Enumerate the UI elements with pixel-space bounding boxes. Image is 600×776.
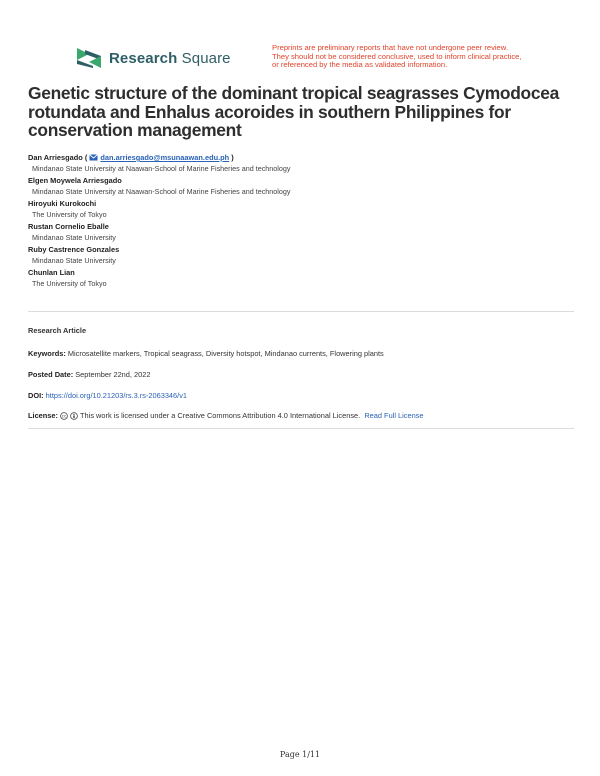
preprint-disclaimer: [272, 44, 552, 70]
by-icon: [70, 412, 78, 420]
author-affiliation: The University of Tokyo: [32, 210, 107, 219]
article-type: Research Article: [28, 326, 87, 335]
license-text: This work is licensed under a Creative Commons Attribution 4.0 International License.: [80, 411, 361, 420]
keywords-value: Microsatellite markers, Tropical seagrass, Diversity hotspot, Mindanao currents, Flowering plants: [67, 349, 384, 358]
doi-line: [28, 391, 578, 400]
author-affiliation: Mindanao State University at Naawan-School of Marine Fisheries and technology: [32, 164, 291, 173]
author-item: [28, 268, 578, 289]
disclaimer-line: Preprints are preliminary reports that have not undergone peer review.: [272, 43, 508, 52]
posted-date-value: September 22nd, 2022: [75, 370, 151, 379]
author-affiliation: Mindanao State University: [32, 256, 116, 265]
author-name: Dan Arriesgado: [28, 153, 83, 162]
logo-text: Research Square: [109, 49, 231, 67]
author-name: Ruby Castrence Gonzales: [28, 245, 120, 254]
keywords-line: [28, 349, 578, 358]
mail-icon: [89, 154, 98, 161]
license-label: License:: [28, 411, 58, 420]
author-affiliation: The University of Tokyo: [32, 279, 107, 288]
license-line: [28, 411, 578, 420]
author-email-wrapper: (: [84, 153, 90, 162]
author-item: [28, 176, 578, 197]
author-list: [28, 153, 578, 291]
author-name: Hiroyuki Kurokochi: [28, 199, 97, 208]
keywords-label: Keywords:: [28, 349, 66, 358]
posted-date-line: [28, 370, 578, 379]
read-full-license-link[interactable]: Read Full License: [364, 411, 424, 420]
cc-icon: [60, 412, 68, 420]
research-square-logo-icon: [75, 46, 103, 70]
disclaimer-line: They should not be considered conclusive, used to inform clinical practice,: [272, 51, 522, 61]
doi-label: DOI:: [28, 391, 44, 400]
author-item: Dan Arriesgado ( dan.arriesgado@msunaawan.edu.ph ) Mindanao State University at Naawan-School of Marine Fisheries and technology: [28, 153, 578, 174]
author-email-link[interactable]: dan.arriesgado@msunaawan.edu.ph: [100, 153, 230, 162]
posted-date-label: Posted Date:: [28, 370, 74, 379]
author-name: Rustan Cornelio Eballe: [28, 222, 109, 231]
disclaimer-line: or referenced by the media as validated information.: [272, 60, 448, 70]
author-name: Chunlan Lian: [28, 268, 75, 277]
paper-title: Genetic structure of the dominant tropical seagrasses Cymodocea rotundata and Enhalus acoroides in southern Philippines for conservation management: [28, 83, 559, 141]
logo[interactable]: [75, 46, 231, 70]
author-item: [28, 222, 578, 243]
author-affiliation: Mindanao State University: [32, 233, 116, 242]
divider: [28, 428, 574, 429]
divider: [28, 311, 574, 312]
author-name: Elgen Moywela Arriesgado: [28, 176, 122, 185]
doi-link[interactable]: https://doi.org/10.21203/rs.3.rs-2063346/v1: [45, 391, 188, 400]
svg-text:cc: cc: [61, 413, 67, 419]
author-item: [28, 245, 578, 266]
author-item: [28, 199, 578, 220]
page-number: Page 1/11: [279, 750, 321, 759]
author-affiliation: Mindanao State University at Naawan-School of Marine Fisheries and technology: [32, 187, 291, 196]
